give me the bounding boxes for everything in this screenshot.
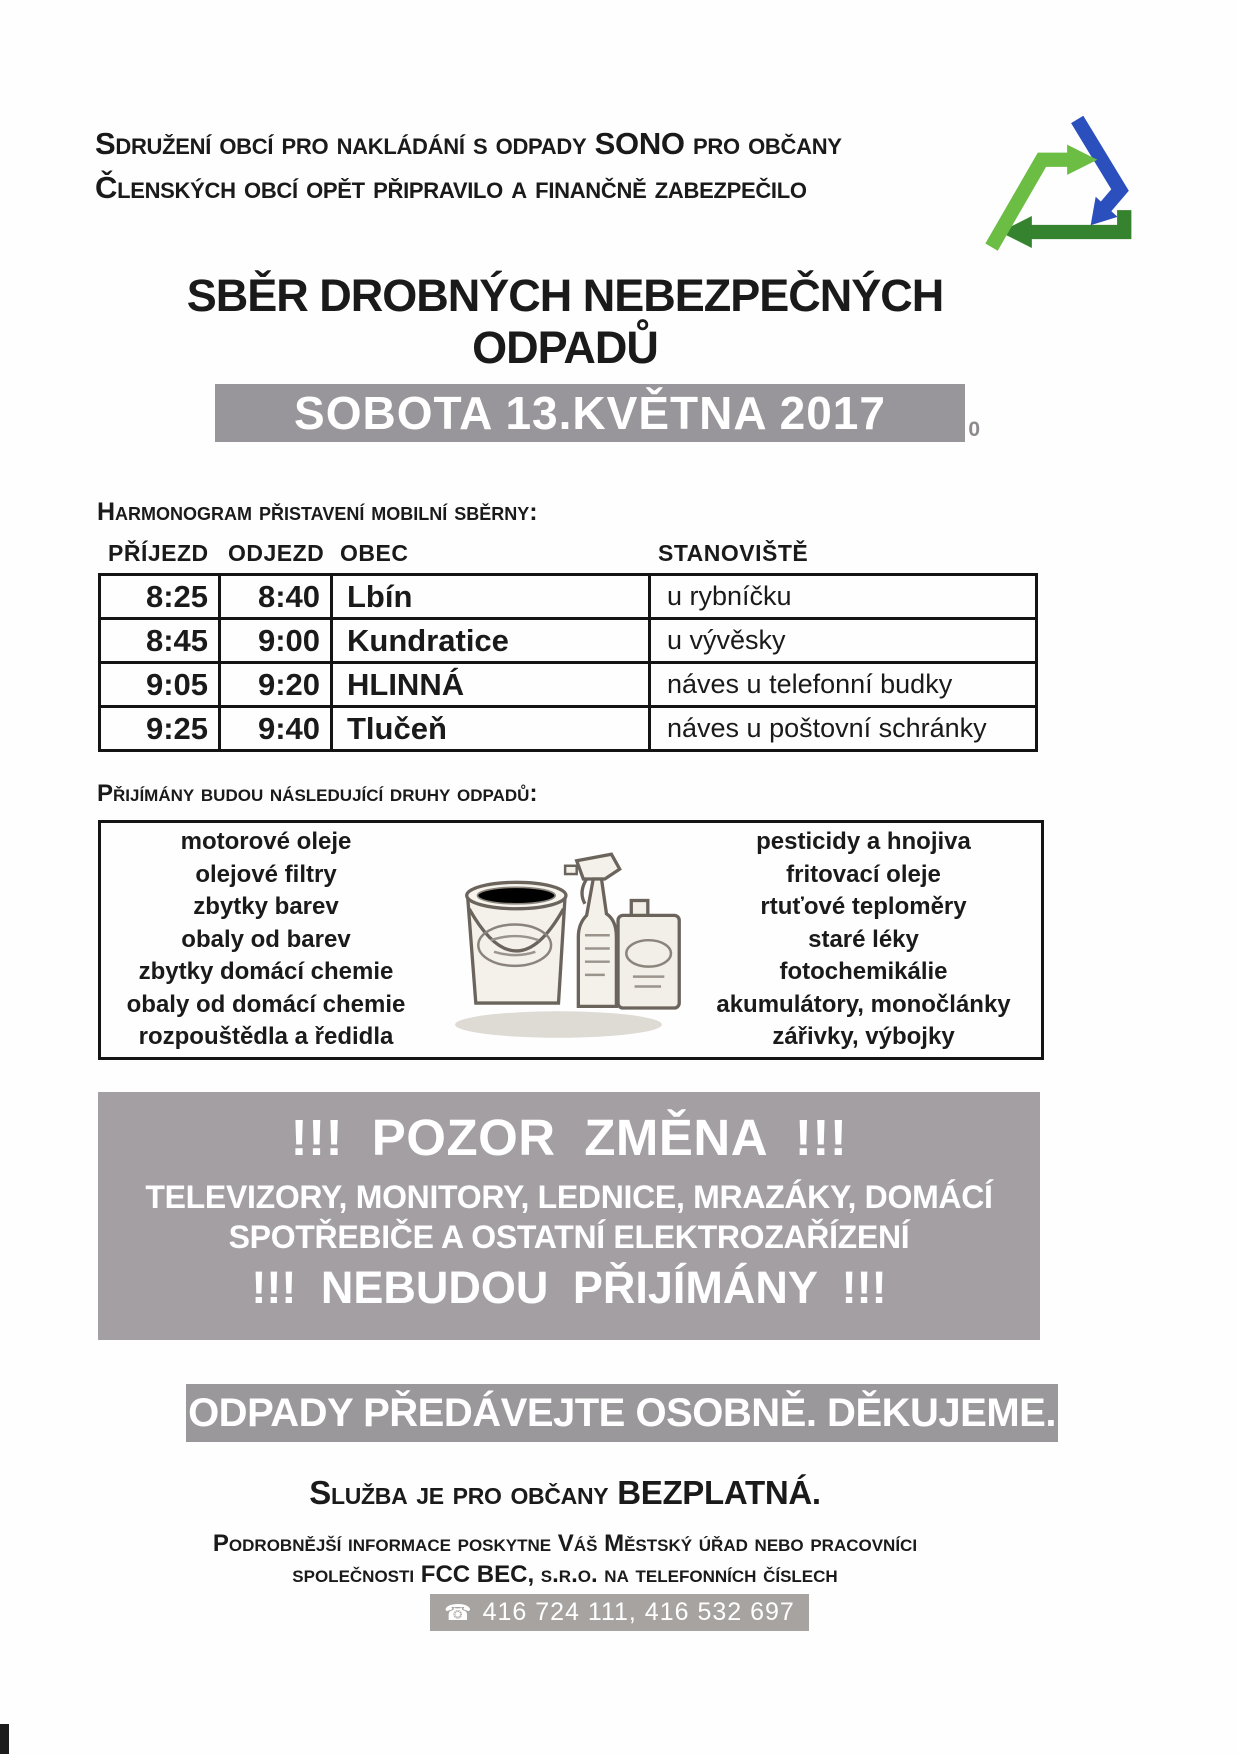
stop-cell: u vývěsky	[667, 625, 786, 655]
arrival-cell: 8:45	[101, 620, 221, 661]
table-row	[101, 708, 1035, 749]
list-item: staré léky	[808, 925, 919, 953]
stop-cell: náves u telefonní budky	[667, 669, 953, 699]
list-item: fotochemikálie	[779, 958, 948, 986]
list-item: obaly od domácí chemie	[126, 990, 406, 1018]
warning-footline: !!! NEBUDOU PŘIJÍMÁNY !!!	[251, 1262, 887, 1313]
schedule-table	[98, 540, 1038, 752]
list-item: fritovací oleje	[786, 860, 941, 888]
phone-banner	[430, 1594, 809, 1631]
list-item: zbytky domácí chemie	[138, 958, 394, 986]
page-title: SBĚR DROBNÝCH NEBEZPEČNÝCH ODPADŮ	[186, 270, 944, 373]
info-line-1: Podrobnější informace poskytne Váš Městský úřad nebo pracovníci	[212, 1530, 918, 1557]
info-line-2: společnosti FCC BEC, s.r.o. na telefonních číslech	[292, 1561, 838, 1588]
table-row	[101, 576, 1035, 620]
departure-cell: 8:40	[221, 576, 333, 617]
list-item: obaly od barev	[181, 925, 351, 953]
list-item: zářivky, výbojky	[772, 1023, 955, 1051]
hazardous-waste-clipart-icon	[431, 836, 686, 1051]
list-item: pesticidy a hnojiva	[756, 828, 971, 856]
stop-cell: u rybníčku	[667, 581, 792, 611]
village-cell: Tlučeň	[333, 708, 651, 749]
phone-numbers: 416 724 111, 416 532 697	[482, 1598, 795, 1626]
departure-cell: 9:20	[221, 664, 333, 705]
table-row	[101, 620, 1035, 664]
handover-banner: ODPADY PŘEDÁVEJTE OSOBNĚ. DĚKUJEME.	[186, 1384, 1058, 1442]
scan-artifact-corner	[0, 1724, 9, 1754]
departure-cell: 9:40	[221, 708, 333, 749]
village-cell: Lbín	[333, 576, 651, 617]
header-text	[95, 122, 975, 210]
header-line-2: Členských obcí opět připravilo a finančně zabezpečilo	[95, 170, 807, 205]
village-cell: HLINNÁ	[333, 664, 651, 705]
warning-text-line: TELEVIZORY, MONITORY, LEDNICE, MRAZÁKY, DOMÁCÍ	[145, 1179, 993, 1215]
arrival-cell: 9:05	[101, 664, 221, 705]
waste-heading: Přijímány budou následující druhy odpadů:	[97, 780, 538, 807]
list-item: motorové oleje	[180, 828, 352, 856]
village-cell: Kundratice	[333, 620, 651, 661]
departure-cell: 9:00	[221, 620, 333, 661]
column-header-departure: ODJEZD	[228, 540, 325, 566]
list-item: olejové filtry	[195, 860, 337, 888]
stop-cell: náves u poštovní schránky	[667, 713, 987, 743]
arrival-cell: 9:25	[101, 708, 221, 749]
column-header-village: OBEC	[340, 540, 409, 566]
waste-box	[98, 820, 1044, 1060]
list-item: rozpouštědla a ředidla	[138, 1023, 394, 1051]
schedule-table-body	[98, 573, 1038, 752]
list-item: zbytky barev	[193, 893, 339, 921]
column-header-arrival: PŘÍJEZD	[108, 540, 209, 566]
waste-list-left	[101, 826, 431, 1054]
phone-banner-wrap	[0, 1594, 1239, 1631]
scan-artifact-zero: 0	[968, 418, 981, 441]
list-item: akumulátory, monočlánky	[716, 990, 1011, 1018]
date-banner	[215, 384, 981, 442]
warning-box	[98, 1092, 1040, 1340]
list-item: rtuťové teploměry	[760, 893, 967, 921]
table-row	[101, 664, 1035, 708]
header-line-1: Sdružení obcí pro nakládání s odpady SONO pro občany	[95, 126, 842, 161]
date-banner-text: SOBOTA 13.KVĚTNA 2017	[294, 387, 886, 439]
waste-list-right	[686, 826, 1041, 1054]
column-header-stop: STANOVIŠTĚ	[658, 540, 809, 566]
telephone-icon: ☎	[444, 1600, 473, 1625]
warning-text-line: SPOTŘEBIČE A OSTATNÍ ELEKTROZAŘÍZENÍ	[228, 1219, 910, 1255]
sono-recycling-logo-icon	[968, 104, 1136, 276]
warning-headline: !!! POZOR ZMĚNA !!!	[290, 1109, 848, 1166]
info-lines	[95, 1528, 1035, 1590]
free-service-line: Služba je pro občany BEZPLATNÁ.	[309, 1474, 821, 1511]
schedule-heading: Harmonogram přistavení mobilní sběrny:	[97, 498, 538, 526]
arrival-cell: 8:25	[101, 576, 221, 617]
schedule-table-header	[98, 540, 1038, 573]
